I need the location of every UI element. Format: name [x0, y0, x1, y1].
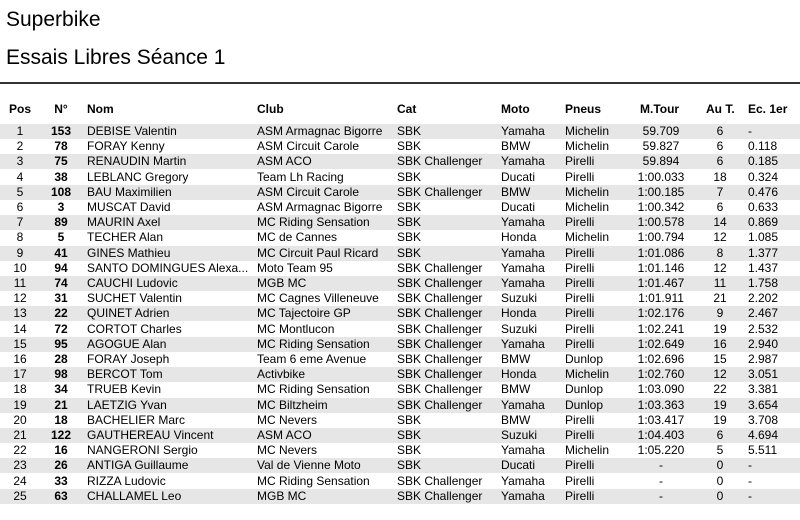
cell-pneus: Pirelli: [565, 260, 595, 275]
cell-pneus: Pirelli: [565, 245, 595, 260]
cell-num: 89: [54, 215, 68, 230]
cell-pos: 24: [13, 473, 27, 488]
cell-cat: SBK: [397, 169, 422, 184]
cell-pos: 25: [13, 488, 27, 503]
cell-pos: 21: [13, 428, 27, 442]
cell-pneus: Pirelli: [565, 215, 595, 230]
cell-cat: SBK Challenger: [397, 306, 483, 321]
cell-ec: 5.511: [748, 443, 778, 458]
cell-aut: 11: [713, 276, 727, 290]
cell-cat: SBK Challenger: [397, 336, 483, 351]
table-row: [0, 185, 800, 200]
cell-cat: SBK Challenger: [397, 184, 483, 199]
cell-cat: SBK Challenger: [397, 260, 483, 275]
cell-aut: 5: [716, 443, 724, 458]
cell-num: 153: [50, 124, 72, 138]
cell-cat: SBK: [397, 443, 422, 458]
col-header-club: Club: [257, 102, 284, 116]
table-row: [0, 352, 800, 367]
cell-pneus: Michelin: [565, 200, 610, 214]
cell-aut: 6: [716, 200, 724, 214]
cell-pneus: Michelin: [565, 443, 610, 458]
cell-aut: 8: [716, 245, 724, 260]
cell-club: ASM ACO: [257, 428, 312, 442]
cell-pos: 19: [13, 397, 27, 412]
table-row: [0, 291, 800, 306]
cell-ec: 3.051: [748, 367, 779, 382]
cell-pneus: Michelin: [565, 230, 610, 245]
cell-moto: BMW: [501, 139, 531, 154]
table-row: [0, 337, 800, 352]
cell-nom: CAUCHI Ludovic: [87, 276, 178, 290]
col-header-cat: Cat: [397, 102, 417, 116]
cell-mtour: 1:01.911: [638, 291, 684, 306]
cell-moto: BMW: [501, 352, 531, 366]
cell-club: Moto Team 95: [257, 260, 333, 275]
cell-pos: 14: [13, 321, 27, 336]
cell-pos: 8: [16, 230, 24, 245]
cell-pos: 12: [13, 291, 27, 306]
cell-pneus: Dunlop: [565, 382, 604, 397]
cell-aut: 0: [716, 488, 724, 503]
cell-moto: Suzuki: [501, 291, 538, 306]
cell-ec: 1.377: [748, 245, 779, 260]
cell-moto: BMW: [501, 184, 531, 199]
cell-pos: 7: [16, 215, 24, 230]
cell-nom: LAETZIG Yvan: [87, 397, 167, 412]
cell-club: MC Riding Sensation: [257, 382, 370, 397]
cell-mtour: -: [659, 488, 663, 503]
cell-mtour: 1:00.033: [637, 169, 685, 184]
header-divider: [0, 82, 800, 84]
cell-aut: 6: [716, 124, 724, 138]
cell-ec: 0.324: [748, 169, 779, 184]
cell-club: Val de Vienne Moto: [257, 458, 361, 473]
cell-num: 34: [54, 382, 68, 397]
cell-pos: 15: [13, 336, 27, 351]
col-header-moto: Moto: [501, 102, 530, 116]
cell-club: MC de Cannes: [257, 230, 338, 245]
cell-club: MC Biltzheim: [257, 397, 328, 412]
cell-cat: SBK Challenger: [397, 382, 483, 397]
cell-moto: Honda: [501, 306, 537, 321]
cell-num: 22: [54, 306, 68, 321]
cell-mtour: 59.709: [642, 124, 680, 138]
cell-moto: Ducati: [501, 169, 536, 184]
cell-num: 28: [54, 352, 68, 366]
cell-num: 63: [54, 488, 68, 503]
cell-nom: SUCHET Valentin: [87, 291, 182, 306]
cell-mtour: 1:01.086: [637, 245, 685, 260]
table-row: [0, 276, 800, 291]
cell-pos: 5: [16, 184, 24, 199]
cell-cat: SBK Challenger: [397, 154, 483, 169]
cell-pos: 3: [16, 154, 24, 169]
cell-club: MC Nevers: [257, 412, 318, 427]
cell-cat: SBK: [397, 412, 422, 427]
cell-moto: BMW: [501, 412, 531, 427]
cell-num: 72: [54, 321, 68, 336]
cell-ec: -: [748, 124, 752, 138]
cell-aut: 21: [713, 291, 727, 306]
cell-cat: SBK Challenger: [397, 473, 483, 488]
cell-num: 21: [54, 397, 68, 412]
cell-mtour: -: [659, 473, 663, 488]
cell-aut: 0: [716, 458, 724, 473]
cell-moto: Yamaha: [501, 488, 545, 503]
cell-ec: -: [748, 488, 752, 503]
cell-nom: RIZZA Ludovic: [87, 473, 166, 488]
cell-club: ASM Armagnac Bigorre: [257, 124, 383, 138]
col-header-aut: Au T.: [706, 102, 735, 116]
cell-aut: 22: [713, 382, 727, 397]
cell-moto: Yamaha: [501, 260, 545, 275]
cell-ec: 0.476: [748, 184, 779, 199]
cell-nom: AGOGUE Alan: [87, 336, 167, 351]
cell-moto: BMW: [501, 382, 531, 397]
cell-num: 38: [54, 169, 68, 184]
cell-pos: 16: [13, 352, 27, 366]
table-row: [0, 413, 800, 428]
cell-mtour: 1:03.363: [637, 397, 685, 412]
table-row: [0, 443, 800, 458]
cell-moto: Honda: [501, 367, 537, 382]
cell-ec: 3.654: [748, 397, 779, 412]
cell-club: ASM Circuit Carole: [257, 184, 360, 199]
cell-mtour: 1:03.417: [637, 412, 685, 427]
cell-nom: GAUTHEREAU Vincent: [87, 428, 214, 442]
cell-moto: Yamaha: [501, 215, 545, 230]
cell-mtour: 1:02.760: [637, 367, 685, 382]
cell-mtour: 59.894: [642, 154, 680, 169]
cell-nom: TECHER Alan: [87, 230, 164, 245]
cell-club: ASM Circuit Carole: [257, 139, 360, 154]
cell-pos: 10: [13, 260, 27, 275]
cell-pos: 22: [13, 443, 27, 458]
cell-mtour: 1:02.241: [637, 321, 685, 336]
cell-mtour: -: [659, 458, 663, 473]
col-header-ec: Ec. 1er: [748, 102, 788, 116]
cell-pos: 18: [13, 382, 27, 397]
cell-cat: SBK: [397, 245, 422, 260]
table-row: [0, 382, 800, 397]
cell-pos: 13: [13, 306, 27, 321]
cell-moto: Suzuki: [501, 428, 538, 442]
cell-pos: 4: [16, 169, 24, 184]
cell-ec: -: [748, 473, 752, 488]
table-row: [0, 139, 800, 154]
cell-pos: 23: [13, 458, 27, 473]
cell-nom: LEBLANC Gregory: [87, 169, 189, 184]
cell-nom: FORAY Joseph: [87, 352, 170, 366]
cell-club: MGB MC: [257, 488, 307, 503]
table-row: [0, 200, 800, 215]
cell-nom: RENAUDIN Martin: [87, 154, 187, 169]
cell-pneus: Michelin: [565, 139, 610, 154]
col-header-pos: Pos: [8, 102, 31, 116]
cell-mtour: 1:00.794: [637, 230, 685, 245]
cell-pos: 20: [13, 412, 27, 427]
cell-num: 98: [54, 367, 68, 382]
cell-pneus: Michelin: [565, 367, 610, 382]
cell-ec: 3.381: [748, 382, 779, 397]
cell-ec: 1.085: [748, 230, 779, 245]
cell-club: Team Lh Racing: [257, 169, 344, 184]
cell-pneus: Pirelli: [565, 458, 595, 473]
cell-ec: 0.869: [748, 215, 779, 230]
cell-mtour: 59.827: [642, 139, 680, 154]
table-row: [0, 458, 800, 473]
cell-moto: Ducati: [501, 458, 536, 473]
cell-cat: SBK: [397, 215, 422, 230]
cell-num: 95: [54, 336, 68, 351]
cell-ec: 2.202: [748, 291, 779, 306]
cell-moto: Ducati: [501, 200, 536, 214]
cell-num: 31: [54, 291, 68, 306]
cell-aut: 18: [713, 169, 727, 184]
cell-ec: 2.987: [748, 352, 779, 366]
cell-mtour: 1:01.467: [637, 276, 685, 290]
cell-num: 122: [50, 428, 72, 442]
cell-pos: 2: [16, 139, 24, 154]
cell-club: MC Riding Sensation: [257, 215, 370, 230]
cell-aut: 14: [713, 215, 727, 230]
cell-nom: CORTOT Charles: [87, 321, 182, 336]
cell-moto: Suzuki: [501, 321, 538, 336]
cell-aut: 16: [713, 336, 727, 351]
col-header-num: N°: [54, 102, 68, 116]
table-row: [0, 246, 800, 261]
cell-num: 18: [54, 412, 68, 427]
cell-ec: 3.708: [748, 412, 779, 427]
cell-mtour: 1:05.220: [637, 443, 685, 458]
cell-pos: 1: [16, 124, 24, 138]
cell-num: 108: [50, 184, 72, 199]
cell-pos: 17: [13, 367, 27, 382]
cell-moto: Yamaha: [501, 276, 545, 290]
cell-pos: 6: [16, 200, 24, 214]
cell-aut: 12: [713, 260, 727, 275]
cell-pneus: Pirelli: [565, 306, 595, 321]
table-row: [0, 306, 800, 321]
cell-cat: SBK: [397, 230, 422, 245]
cell-pos: 9: [16, 245, 24, 260]
cell-pneus: Michelin: [565, 124, 610, 138]
cell-ec: 2.467: [748, 306, 779, 321]
cell-pneus: Pirelli: [565, 336, 595, 351]
cell-num: 26: [54, 458, 68, 473]
col-header-nom: Nom: [87, 102, 114, 116]
cell-ec: 0.118: [748, 139, 778, 154]
cell-ec: 1.758: [748, 276, 779, 290]
cell-cat: SBK Challenger: [397, 276, 483, 290]
cell-ec: 1.437: [748, 260, 779, 275]
cell-num: 5: [57, 230, 65, 245]
cell-club: Activbike: [257, 367, 306, 382]
cell-cat: SBK Challenger: [397, 488, 483, 503]
cell-mtour: 1:01.146: [637, 260, 685, 275]
cell-club: MC Circuit Paul Ricard: [257, 245, 379, 260]
cell-num: 16: [54, 443, 68, 458]
cell-club: MC Tajectoire GP: [257, 306, 351, 321]
cell-mtour: 1:04.403: [637, 428, 685, 442]
cell-pneus: Pirelli: [565, 169, 595, 184]
table-row: [0, 489, 800, 504]
cell-pneus: Michelin: [565, 184, 610, 199]
table-row: [0, 230, 800, 245]
cell-aut: 0: [716, 473, 724, 488]
cell-pneus: Dunlop: [565, 352, 604, 366]
cell-ec: 2.940: [748, 336, 779, 351]
page-title: Superbike: [6, 8, 101, 31]
cell-cat: SBK: [397, 124, 422, 138]
cell-ec: 2.532: [748, 321, 779, 336]
cell-num: 33: [54, 473, 68, 488]
cell-pneus: Dunlop: [565, 397, 604, 412]
table-row: [0, 398, 800, 413]
cell-nom: NANGERONI Sergio: [87, 443, 198, 458]
cell-aut: 19: [713, 321, 727, 336]
cell-num: 41: [54, 245, 68, 260]
cell-nom: ANTIGA Guillaume: [87, 458, 189, 473]
cell-nom: FORAY Kenny: [87, 139, 165, 154]
cell-moto: Yamaha: [501, 397, 545, 412]
table-row: [0, 154, 800, 169]
cell-aut: 12: [713, 230, 727, 245]
table-row: [0, 261, 800, 276]
col-header-mtour: M.Tour: [640, 102, 680, 116]
cell-cat: SBK Challenger: [397, 291, 483, 306]
cell-aut: 6: [716, 428, 724, 442]
cell-ec: 0.633: [748, 200, 779, 214]
cell-pneus: Pirelli: [565, 321, 595, 336]
cell-club: Team 6 eme Avenue: [257, 352, 367, 366]
cell-pneus: Pirelli: [565, 473, 595, 488]
cell-mtour: 1:00.185: [637, 184, 685, 199]
cell-num: 78: [54, 139, 68, 154]
cell-nom: CHALLAMEL Leo: [87, 488, 182, 503]
cell-nom: TRUEB Kevin: [87, 382, 162, 397]
cell-mtour: 1:02.696: [637, 352, 685, 366]
cell-moto: Yamaha: [501, 336, 545, 351]
cell-num: 75: [54, 154, 68, 169]
cell-nom: BACHELIER Marc: [87, 412, 186, 427]
cell-club: ASM Armagnac Bigorre: [257, 200, 383, 214]
cell-nom: MAURIN Axel: [87, 215, 161, 230]
cell-pos: 11: [13, 276, 27, 290]
cell-pneus: Pirelli: [565, 154, 595, 169]
cell-cat: SBK: [397, 200, 422, 214]
cell-cat: SBK: [397, 428, 422, 442]
cell-ec: 4.694: [748, 428, 779, 442]
cell-cat: SBK Challenger: [397, 321, 483, 336]
cell-cat: SBK Challenger: [397, 367, 483, 382]
cell-club: MC Riding Sensation: [257, 336, 370, 351]
cell-pneus: Pirelli: [565, 428, 595, 442]
cell-moto: Honda: [501, 230, 537, 245]
cell-nom: BERCOT Tom: [87, 367, 163, 382]
cell-num: 3: [57, 200, 65, 214]
cell-cat: SBK: [397, 139, 422, 154]
cell-aut: 9: [716, 306, 724, 321]
cell-moto: Yamaha: [501, 473, 545, 488]
cell-aut: 19: [713, 412, 727, 427]
cell-mtour: 1:03.090: [637, 382, 685, 397]
cell-cat: SBK Challenger: [397, 397, 483, 412]
cell-mtour: 1:00.342: [637, 200, 685, 214]
col-header-pneus: Pneus: [565, 102, 602, 116]
cell-club: ASM ACO: [257, 154, 312, 169]
cell-club: MGB MC: [257, 276, 307, 290]
table-row: [0, 124, 800, 139]
cell-cat: SBK: [397, 458, 422, 473]
table-row: [0, 215, 800, 230]
cell-nom: GINES Mathieu: [87, 245, 171, 260]
cell-moto: Yamaha: [501, 124, 545, 138]
cell-moto: Yamaha: [501, 443, 545, 458]
cell-pneus: Pirelli: [565, 276, 595, 290]
cell-moto: Yamaha: [501, 154, 545, 169]
cell-aut: 12: [713, 367, 727, 382]
table-row: [0, 474, 800, 489]
table-row: [0, 322, 800, 337]
cell-mtour: 1:00.578: [637, 215, 685, 230]
session-subtitle: Essais Libres Séance 1: [6, 46, 226, 69]
cell-moto: Yamaha: [501, 245, 545, 260]
table-row: [0, 367, 800, 382]
table-row: [0, 428, 800, 443]
table-header: [0, 101, 800, 117]
cell-aut: 15: [713, 352, 727, 366]
cell-nom: BAU Maximilien: [87, 184, 172, 199]
cell-mtour: 1:02.176: [637, 306, 685, 321]
cell-pneus: Pirelli: [565, 488, 595, 503]
cell-club: MC Nevers: [257, 443, 318, 458]
cell-club: MC Riding Sensation: [257, 473, 370, 488]
cell-nom: SANTO DOMINGUES Alexa...: [87, 260, 249, 275]
cell-cat: SBK Challenger: [397, 352, 483, 366]
cell-club: MC Cagnes Villeneuve: [257, 291, 379, 306]
cell-aut: 6: [716, 154, 724, 169]
cell-club: MC Montlucon: [257, 321, 335, 336]
cell-num: 74: [54, 276, 68, 290]
cell-nom: DEBISE Valentin: [87, 124, 177, 138]
cell-mtour: 1:02.649: [637, 336, 685, 351]
cell-num: 94: [54, 260, 68, 275]
cell-aut: 6: [716, 139, 724, 154]
cell-ec: 0.185: [748, 154, 779, 169]
cell-aut: 19: [713, 397, 727, 412]
cell-pneus: Pirelli: [565, 291, 595, 306]
cell-aut: 7: [716, 184, 724, 199]
cell-nom: MUSCAT David: [87, 200, 171, 214]
table-row: [0, 170, 800, 185]
cell-ec: -: [748, 458, 752, 473]
cell-nom: QUINET Adrien: [87, 306, 170, 321]
cell-pneus: Pirelli: [565, 412, 595, 427]
